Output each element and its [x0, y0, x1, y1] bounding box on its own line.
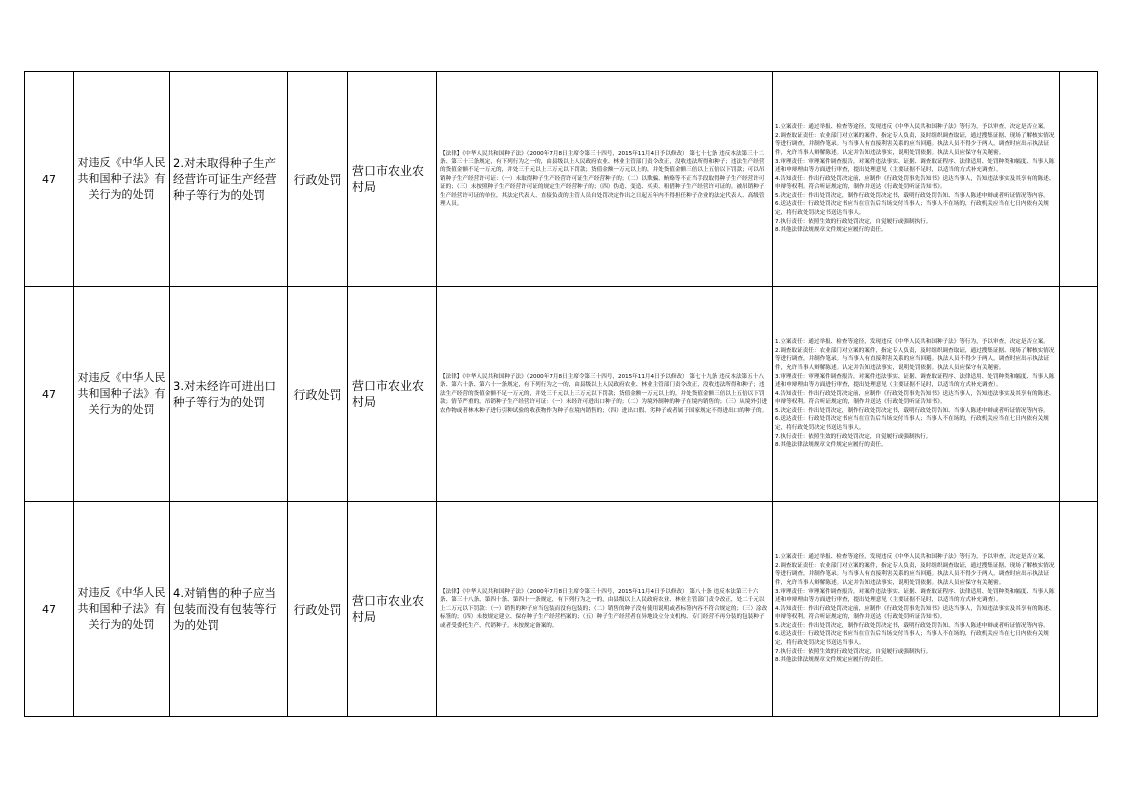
- item-subject: 2.对未取得种子生产经营许可证生产经营种子等行为的处罚: [170, 72, 288, 287]
- responsibility-item: 7.执行责任：依照生效的行政处罚决定，自觉履行或强制执行。: [775, 648, 932, 655]
- legal-basis: 【法律】《中华人民共和国种子法》（2000年7月8日主席令第三十四号，2015年11月4日予以修改） 第七十九条 违反本法第五十八条、第六十条、第六十一条规定，有下列行为之一的，由县级以上人民政府农业、林业主管部门责令改正，没收违法所得和种子；违法生产经营的货值金额不足一万元的，并处三千元以上三万元以下罚款；货值金额一万元以上的，并处货值金额三倍以上五倍以下罚款；情节严重的，吊销种子生产经营许可证：（一）未经许可进出口种子的；（二）为境外制种的种子在境内销售的；（三）从境外引进农作物或者林木种子进行引种试验的收获物作为种子在境内销售的；（四）进出口假、劣种子或者属于国家规定不得进出口的种子的。: [437, 287, 773, 502]
- responsibility-item: 1.立案责任：通过举报、检查等途径，发现违反《中华人民共和国种子法》等行为，予以审查，决定是否立案。: [775, 339, 1049, 346]
- responsibility-item: 3.审理责任：审理案件调查报告，对案件违法事实、证据、调查取证程序、法律适用、处罚种类和幅度、当事人陈述和申辩理由等方面进行审查，提出处理意见（主要证据不足时，以适当的方式补充调查）。: [775, 588, 1055, 604]
- responsibility-item: 5.决定责任：作出处罚决定，制作行政处罚决定书，载明行政处罚告知、当事人陈述申辩或者听证情况等内容。: [775, 192, 1049, 199]
- responsibility-item: 8.其他法律法规规章文件规定应履行的责任。: [775, 227, 887, 234]
- implementing-agency: 营口市农业农村局: [348, 287, 437, 502]
- implementing-agency: 营口市农业农村局: [348, 72, 437, 287]
- responsibility-item: 2.调查取证责任：农业部门对立案的案件，指定专人负责，及时组织调查取证，通过搜集证据、现场了解核实情况等进行调查，并制作笔录。与当事人有直接利害关系的应当回避。执法人员不得少于两人，调查时应出示执法证件，允许当事人辩解陈述。认定并告知违法事实，说明处罚依据。执法人员应保守有关秘密。: [775, 347, 1055, 371]
- responsibility-item: 7.执行责任：依照生效的行政处罚决定，自觉履行或强制执行。: [775, 433, 932, 440]
- responsibility-item: 4.告知责任：作出行政处罚决定前，应制作《行政处罚事先告知书》送达当事人，告知违法事实及其享有的陈述、申辩等权利。符合听证规定的，制作并送达《行政处罚听证告知书》。: [775, 605, 1055, 621]
- item-number: 47: [25, 72, 74, 287]
- table-row: [25, 502, 1098, 717]
- responsibility-item: 8.其他法律法规规章文件规定应履行的责任。: [775, 442, 887, 449]
- responsibility-item: 4.告知责任：作出行政处罚决定前，应制作《行政处罚事先告知书》送达当事人，告知违法事实及其享有的陈述、申辩等权利。符合听证规定的，制作并送达《行政处罚听证告知书》。: [775, 175, 1055, 191]
- responsibility-item: 3.审理责任：审理案件调查报告，对案件违法事实、证据、调查取证程序、法律适用、处罚种类和幅度、当事人陈述和申辩理由等方面进行审查，提出处理意见（主要证据不足时，以适当的方式补充调查）。: [775, 373, 1055, 389]
- responsibility-item: 6.送达责任：行政处罚决定书应当在宣告后当场交付当事人；当事人不在场的，行政机关应当在七日内依有关规定，将行政处罚决定书送达当事人。: [775, 631, 1049, 647]
- responsibility-item: 5.决定责任：作出处罚决定，制作行政处罚决定书，载明行政处罚告知、当事人陈述申辩或者听证情况等内容。: [775, 622, 1049, 629]
- remarks-cell: [1060, 72, 1098, 287]
- item-number: 47: [25, 502, 74, 717]
- responsibility-item: 3.审理责任：审理案件调查报告，对案件违法事实、证据、调查取证程序、法律适用、处罚种类和幅度、当事人陈述和申辩理由等方面进行审查，提出处理意见（主要证据不足时，以适当的方式补充调查）。: [775, 158, 1055, 174]
- power-type: 行政处罚: [288, 72, 348, 287]
- responsibility-list: [773, 72, 1060, 287]
- responsibility-item: 2.调查取证责任：农业部门对立案的案件，指定专人负责，及时组织调查取证，通过搜集证据、现场了解核实情况等进行调查，并制作笔录。与当事人有直接利害关系的应当回避。执法人员不得少于两人，调查时应出示执法证件，允许当事人辩解陈述。认定并告知违法事实，说明处罚依据。执法人员应保守有关秘密。: [775, 562, 1055, 586]
- responsibility-item: 1.立案责任：通过举报、检查等途径，发现违反《中华人民共和国种子法》等行为，予以审查，决定是否立案。: [775, 124, 1049, 131]
- responsibility-item: 6.送达责任：行政处罚决定书应当在宣告后当场交付当事人；当事人不在场的，行政机关应当在七日内依有关规定，将行政处罚决定书送达当事人。: [775, 416, 1049, 432]
- responsibility-item: 4.告知责任：作出行政处罚决定前，应制作《行政处罚事先告知书》送达当事人，告知违法事实及其享有的陈述、申辩等权利。符合听证规定的，制作并送达《行政处罚听证告知书》。: [775, 390, 1055, 406]
- remarks-cell: [1060, 502, 1098, 717]
- responsibility-item: 7.执行责任：依照生效的行政处罚决定，自觉履行或强制执行。: [775, 218, 932, 225]
- responsibility-item: 1.立案责任：通过举报、检查等途径，发现违反《中华人民共和国种子法》等行为，予以审查，决定是否立案。: [775, 554, 1049, 561]
- item-category: 对违反《中华人民共和国种子法》有关行为的处罚: [74, 502, 170, 717]
- responsibility-list: [773, 502, 1060, 717]
- responsibility-item: 8.其他法律法规规章文件规定应履行的责任。: [775, 657, 887, 664]
- remarks-cell: [1060, 287, 1098, 502]
- table-row: [25, 287, 1098, 502]
- item-subject: 3.对未经许可进出口种子等行为的处罚: [170, 287, 288, 502]
- power-type: 行政处罚: [288, 287, 348, 502]
- item-number: 47: [25, 287, 74, 502]
- legal-basis: 【法律】《中华人民共和国种子法》（2000年7月8日主席令第三十四号，2015年11月4日予以修改） 第八十条 违反本法第三十六条、第三十八条、第四十条、第四十一条规定，有下列行为之一的，由县级以上人民政府农业、林业主管部门责令改正，处二千元以上二万元以下罚款：（一）销售的种子应当包装而没有包装的；（二）销售的种子没有使用说明或者标签内容不符合规定的；（三）涂改标签的；（四）未按规定建立、保存种子生产经营档案的；（五）种子生产经营者在异地设立分支机构、专门经营不再分装的包装种子或者受委托生产、代销种子，未按规定备案的。: [437, 502, 773, 717]
- power-type: 行政处罚: [288, 502, 348, 717]
- item-category: 对违反《中华人民共和国种子法》有关行为的处罚: [74, 287, 170, 502]
- responsibility-list: [773, 287, 1060, 502]
- responsibility-item: 2.调查取证责任：农业部门对立案的案件，指定专人负责，及时组织调查取证，通过搜集证据、现场了解核实情况等进行调查，并制作笔录。与当事人有直接利害关系的应当回避。执法人员不得少于两人，调查时应出示执法证件，允许当事人辩解陈述。认定并告知违法事实，说明处罚依据。执法人员应保守有关秘密。: [775, 132, 1055, 156]
- item-category: 对违反《中华人民共和国种子法》有关行为的处罚: [74, 72, 170, 287]
- item-subject: 4.对销售的种子应当包装而没有包装等行为的处罚: [170, 502, 288, 717]
- legal-basis: 【法律】《中华人民共和国种子法》（2000年7月8日主席令第三十四号，2015年11月4日予以修改） 第七十七条 违反本法第三十二条、第三十三条规定，有下列行为之一的，由县级以上人民政府农业、林业主管部门责令改正，没收违法所得和种子；违法生产经营的货值金额不足一万元的，并处三千元以上三万元以下罚款；货值金额一万元以上的，并处货值金额三倍以上五倍以下罚款；可以吊销种子生产经营许可证：（一）未取得种子生产经营许可证生产经营种子的；（二）以欺骗、贿赂等不正当手段取得种子生产经营许可证的；（三）未按照种子生产经营许可证的规定生产经营种子的；（四）伪造、变造、买卖、租借种子生产经营许可证的。被吊销种子生产经营许可证的单位，其法定代表人、直接负责的主管人员自处罚决定作出之日起五年内不得担任种子企业的法定代表人、高级管理人员。: [437, 72, 773, 287]
- responsibility-item: 5.决定责任：作出处罚决定，制作行政处罚决定书，载明行政处罚告知、当事人陈述申辩或者听证情况等内容。: [775, 407, 1049, 414]
- power-list-table: [24, 71, 1098, 717]
- responsibility-item: 6.送达责任：行政处罚决定书应当在宣告后当场交付当事人；当事人不在场的，行政机关应当在七日内依有关规定，将行政处罚决定书送达当事人。: [775, 201, 1049, 217]
- table-row: [25, 72, 1098, 287]
- implementing-agency: 营口市农业农村局: [348, 502, 437, 717]
